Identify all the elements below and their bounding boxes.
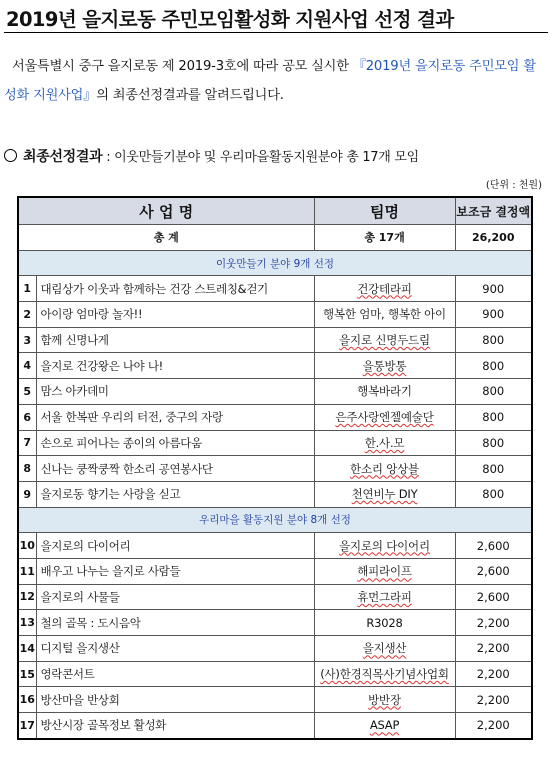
- table-row: [18, 302, 532, 328]
- team-name-cell: [314, 584, 455, 610]
- team-name: 방반장: [368, 692, 401, 707]
- budget-amount: 2,200: [455, 610, 532, 636]
- row-number: 14: [18, 636, 36, 662]
- group-header-row: [18, 250, 532, 276]
- project-name: 맘스 아카데미: [36, 379, 314, 405]
- section-label: 최종선정결과: [23, 149, 103, 165]
- team-name: 한소리 앙상블: [350, 461, 419, 476]
- table-row: [18, 713, 532, 739]
- project-name: 철의 골목 : 도시음악: [36, 610, 314, 636]
- row-number: 10: [18, 533, 36, 559]
- total-amount: 26,200: [455, 225, 532, 251]
- header-team: 팀명: [314, 197, 455, 225]
- table-row: [18, 327, 532, 353]
- team-name-cell: [314, 276, 455, 302]
- header-project: 사 업 명: [18, 197, 314, 225]
- budget-amount: 800: [455, 327, 532, 353]
- group-label: 우리마을 활동지원 분야 8개 선정: [18, 507, 532, 533]
- title-underline: [4, 32, 548, 33]
- team-name: 은주사랑엔젤예술단: [335, 410, 434, 425]
- budget-amount: 900: [455, 302, 532, 328]
- table-row: [18, 610, 532, 636]
- header-budget: 보조금 결정액: [455, 197, 532, 225]
- team-name-cell: [314, 661, 455, 687]
- team-name: 을통방통: [362, 358, 407, 373]
- section-heading: [4, 146, 550, 166]
- group-label: 이웃만들기 분야 9개 선정: [18, 250, 532, 276]
- project-name: 방산시장 골목정보 활성화: [36, 713, 314, 739]
- row-number: 17: [18, 713, 36, 739]
- budget-amount: 2,200: [455, 713, 532, 739]
- team-name-cell: [314, 687, 455, 713]
- row-number: 15: [18, 661, 36, 687]
- row-number: 13: [18, 610, 36, 636]
- table-row: [18, 558, 532, 584]
- budget-amount: 2,200: [455, 661, 532, 687]
- team-name-cell: [314, 456, 455, 482]
- team-name-cell: [314, 327, 455, 353]
- team-name: 을지생산: [362, 641, 407, 656]
- team-name: 을지로 신명두드림: [339, 333, 430, 348]
- team-name: 건강테라피: [357, 281, 412, 296]
- table-row: [18, 584, 532, 610]
- project-name: 대림상가 이웃과 함께하는 건강 스트레칭&걷기: [36, 276, 314, 302]
- table-row: [18, 404, 532, 430]
- unit-note: (단위 : 천원): [485, 180, 542, 191]
- budget-amount: 2,600: [455, 584, 532, 610]
- table-row: [18, 687, 532, 713]
- selection-table: [17, 196, 533, 740]
- row-number: 5: [18, 379, 36, 405]
- table-header-row: [18, 197, 532, 225]
- budget-amount: 800: [455, 353, 532, 379]
- project-name: 배우고 나누는 을지로 사람들: [36, 558, 314, 584]
- budget-amount: 900: [455, 276, 532, 302]
- team-name-cell: [314, 353, 455, 379]
- row-number: 12: [18, 584, 36, 610]
- project-name: 손으로 피어나는 종이의 아름다움: [36, 430, 314, 456]
- budget-amount: 800: [455, 430, 532, 456]
- team-name: 행복한 엄마, 행복한 아이: [314, 302, 455, 328]
- table-row: [18, 481, 532, 507]
- project-name: 영락콘서트: [36, 661, 314, 687]
- team-name: (사)한경직목사기념사업회: [320, 667, 449, 682]
- team-name-cell: [314, 558, 455, 584]
- group-header-row: [18, 507, 532, 533]
- row-number: 6: [18, 404, 36, 430]
- team-name: ASAP: [369, 718, 400, 733]
- document-title: 2019년 을지로동 주민모임활성화 지원사업 선정 결과: [6, 8, 454, 31]
- team-name-cell: [314, 713, 455, 739]
- total-team: 총 17개: [314, 225, 455, 251]
- team-name-cell: [314, 404, 455, 430]
- intro-paragraph: [4, 52, 548, 110]
- intro-highlight: 『2019년 을지로동 주민모임 활성화 지원사업』: [4, 59, 536, 103]
- intro-text-after: 의 최종선정결과를 알려드립니다.: [96, 88, 284, 103]
- project-name: 방산마을 반상회: [36, 687, 314, 713]
- budget-amount: 800: [455, 404, 532, 430]
- project-name: 아이랑 엄마랑 놀자!!: [36, 302, 314, 328]
- row-number: 4: [18, 353, 36, 379]
- row-number: 9: [18, 481, 36, 507]
- project-name: 을지로동 향기는 사랑을 싣고: [36, 481, 314, 507]
- table-row: [18, 379, 532, 405]
- table-row: [18, 636, 532, 662]
- row-number: 7: [18, 430, 36, 456]
- team-name-cell: [314, 533, 455, 559]
- budget-amount: 800: [455, 456, 532, 482]
- team-name: R3028: [314, 610, 455, 636]
- project-name: 을지로의 다이어리: [36, 533, 314, 559]
- intro-text-before: 서울특별시 중구 을지로동 제 2019-3호에 따라 공모 실시한: [11, 59, 353, 74]
- project-name: 을지로 건강왕은 나야 나!: [36, 353, 314, 379]
- team-name-cell: [314, 430, 455, 456]
- row-number: 2: [18, 302, 36, 328]
- budget-amount: 2,600: [455, 533, 532, 559]
- row-number: 11: [18, 558, 36, 584]
- team-name: 한.사.모: [364, 435, 405, 450]
- section-detail: : 이웃만들기분야 및 우리마을활동지원분야 총 17개 모임: [106, 150, 419, 165]
- table-row: [18, 353, 532, 379]
- project-name: 서울 한복판 우리의 터전, 중구의 자랑: [36, 404, 314, 430]
- project-name: 함께 신명나게: [36, 327, 314, 353]
- team-name: 을지로의 다이어리: [339, 538, 430, 553]
- budget-amount: 800: [455, 481, 532, 507]
- team-name: 휴먼그라피: [357, 589, 412, 604]
- project-name: 을지로의 사물들: [36, 584, 314, 610]
- team-name: 행복바라기: [314, 379, 455, 405]
- budget-amount: 2,200: [455, 636, 532, 662]
- project-name: 신나는 쿵짝쿵짝 한소리 공연봉사단: [36, 456, 314, 482]
- total-row: [18, 225, 532, 251]
- team-name: 해피라이프: [357, 564, 412, 579]
- row-number: 16: [18, 687, 36, 713]
- team-name-cell: [314, 636, 455, 662]
- table-row: [18, 533, 532, 559]
- budget-amount: 2,200: [455, 687, 532, 713]
- row-number: 1: [18, 276, 36, 302]
- circle-bullet-icon: [4, 149, 17, 162]
- table-row: [18, 276, 532, 302]
- table-row: [18, 430, 532, 456]
- row-number: 3: [18, 327, 36, 353]
- budget-amount: 800: [455, 379, 532, 405]
- row-number: 8: [18, 456, 36, 482]
- total-label: 총 계: [18, 225, 314, 251]
- budget-amount: 2,600: [455, 558, 532, 584]
- team-name-cell: [314, 481, 455, 507]
- project-name: 디지털 을지생산: [36, 636, 314, 662]
- table-row: [18, 456, 532, 482]
- team-name: 천연비누 DIY: [351, 487, 418, 502]
- table-row: [18, 661, 532, 687]
